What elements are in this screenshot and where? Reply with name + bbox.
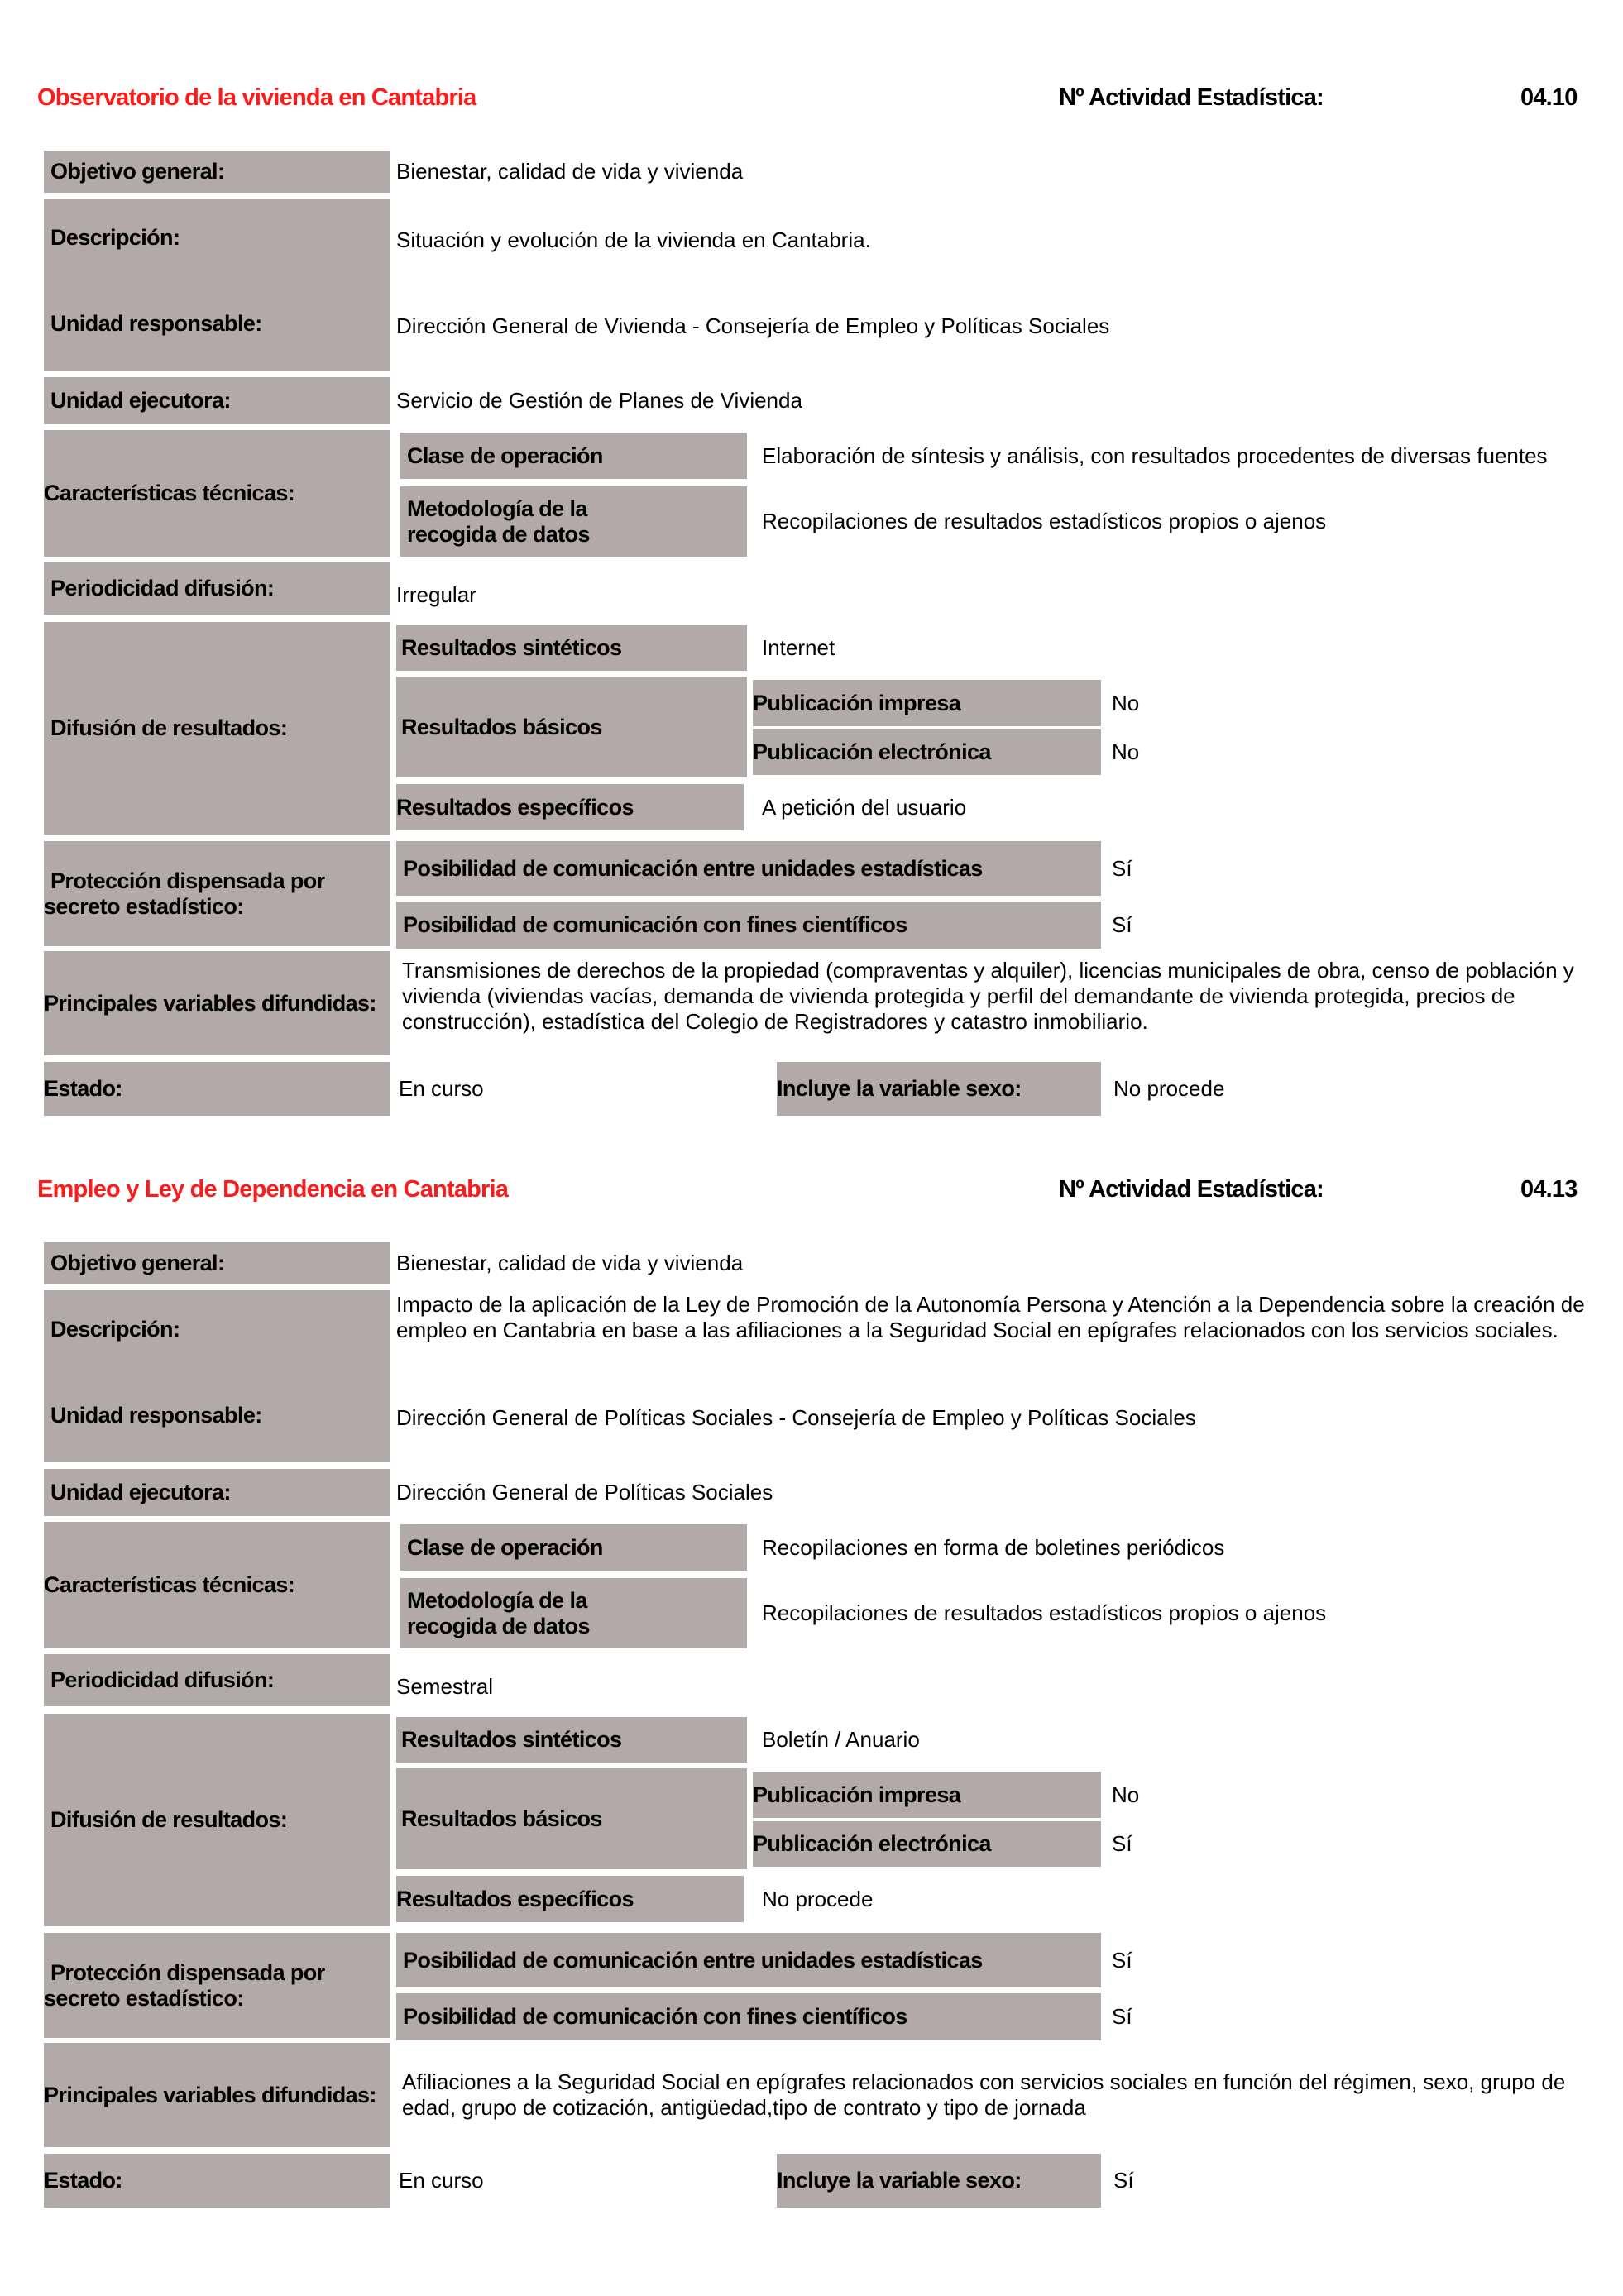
resultados-basicos-label: Resultados básicos (396, 1768, 747, 1869)
posibilidad-cientificos-label: Posibilidad de comunicación con fines científicos (396, 1993, 1101, 2040)
posibilidad-cientificos-value: Sí (1112, 912, 1132, 937)
descripcion-value: Situación y evolución de la vivienda en Cantabria. (396, 227, 871, 252)
objetivo-value: Bienestar, calidad de vida y vivienda (396, 1251, 744, 1275)
unidad-responsable-label: Unidad responsable: (50, 311, 262, 336)
metodologia-label-line2: recogida de datos (407, 521, 590, 547)
unidad-ejecutora-label: Unidad ejecutora: (44, 377, 390, 424)
resultados-sinteticos-label: Resultados sintéticos (396, 1717, 747, 1763)
resultados-basicos-label: Resultados básicos (396, 677, 747, 777)
clase-operacion-label: Clase de operación (400, 433, 747, 479)
proteccion-label-line1: Protección dispensada por (50, 1959, 325, 1985)
posibilidad-cientificos-label: Posibilidad de comunicación con fines científicos (396, 902, 1101, 949)
publicacion-impresa-value: No (1112, 690, 1140, 715)
resultados-especificos-label: Resultados específicos (396, 1876, 744, 1922)
posibilidad-unidades-label: Posibilidad de comunicación entre unidades estadísticas (396, 1933, 1101, 1987)
activity-number-label: Nº Actividad Estadística: (1059, 84, 1324, 111)
incluye-sexo-label: Incluye la variable sexo: (777, 1062, 1101, 1116)
proteccion-label-line2: secreto estadístico: (44, 1985, 244, 2011)
activity-title: Empleo y Ley de Dependencia en Cantabria (37, 1176, 509, 1203)
publicacion-electronica-label: Publicación electrónica (753, 1821, 1101, 1867)
proteccion-label-line1: Protección dispensada por (50, 868, 325, 893)
resultados-sinteticos-value: Internet (762, 635, 835, 660)
periodicidad-label: Periodicidad difusión: (44, 562, 390, 615)
incluye-sexo-value: No procede (1113, 1076, 1225, 1101)
unidad-responsable-label: Unidad responsable: (50, 1403, 262, 1428)
unidad-ejecutora-value: Servicio de Gestión de Planes de Vivienda (396, 388, 802, 413)
descripcion-label: Descripción: (50, 225, 180, 250)
variables-value: Afiliaciones a la Seguridad Social en epígrafes relacionados con servicios sociales en función del régimen, sexo, grupo de edad, grupo de cotización, antigüedad,tipo de contrato y tipo de jornada (402, 2069, 1566, 2120)
metodologia-value: Recopilaciones de resultados estadísticos propios o ajenos (762, 509, 1327, 533)
resultados-especificos-value: A petición del usuario (762, 794, 967, 820)
resultados-especificos-label: Resultados específicos (396, 784, 744, 830)
posibilidad-unidades-value: Sí (1112, 855, 1132, 881)
descripcion-value: Impacto de la aplicación de la Ley de Promoción de la Autonomía Persona y Atención a la Dependencia sobre la creación de empleo en Cantabria en base a las afiliaciones a la Seguridad Social en epígrafes relacionados con los servicios sociales. (396, 1292, 1585, 1342)
descripcion-label: Descripción: (50, 1317, 180, 1342)
unidad-ejecutora-label: Unidad ejecutora: (44, 1469, 390, 1516)
metodologia-label-line1: Metodología de la (407, 1587, 587, 1613)
activity-number-label: Nº Actividad Estadística: (1059, 1176, 1324, 1203)
unidad-ejecutora-value: Dirección General de Políticas Sociales (396, 1480, 773, 1504)
metodologia-label (400, 486, 747, 557)
difusion-label: Difusión de resultados: (44, 622, 390, 835)
proteccion-label (44, 841, 390, 946)
activity-number: 04.13 (1520, 1176, 1578, 1203)
proteccion-label (44, 1933, 390, 2038)
estado-value: En curso (399, 1076, 484, 1101)
incluye-sexo-label: Incluye la variable sexo: (777, 2154, 1101, 2208)
caracteristicas-label: Características técnicas: (44, 430, 390, 557)
posibilidad-unidades-value: Sí (1112, 1947, 1132, 1973)
estado-label: Estado: (44, 2154, 390, 2208)
publicacion-electronica-value: Sí (1112, 1831, 1132, 1856)
posibilidad-unidades-label: Posibilidad de comunicación entre unidades estadísticas (396, 841, 1101, 896)
periodicidad-value: Semestral (396, 1674, 494, 1699)
variables-label: Principales variables difundidas: (44, 951, 390, 1055)
periodicidad-label: Periodicidad difusión: (44, 1654, 390, 1706)
metodologia-value: Recopilaciones de resultados estadísticos propios o ajenos (762, 1600, 1327, 1625)
publicacion-impresa-label: Publicación impresa (753, 680, 1101, 726)
publicacion-electronica-label: Publicación electrónica (753, 729, 1101, 775)
estado-value: En curso (399, 2168, 484, 2193)
clase-operacion-value: Elaboración de síntesis y análisis, con resultados procedentes de diversas fuentes (762, 442, 1548, 468)
objetivo-label: Objetivo general: (44, 151, 390, 193)
activity-title: Observatorio de la vivienda en Cantabria (37, 84, 476, 111)
resultados-sinteticos-value: Boletín / Anuario (762, 1727, 920, 1752)
posibilidad-cientificos-value: Sí (1112, 2004, 1132, 2029)
unidad-responsable-value: Dirección General de Vivienda - Consejería de Empleo y Políticas Sociales (396, 313, 1110, 338)
clase-operacion-value: Recopilaciones en forma de boletines periódicos (762, 1534, 1225, 1560)
metodologia-label-line1: Metodología de la (407, 495, 587, 521)
variables-value: Transmisiones de derechos de la propiedad (compraventas y alquiler), licencias municipales de obra, censo de población y vivienda (viviendas vacías, demanda de vivienda protegida y perfil del demandante de vivienda protegida, precios de construcción), estadística del Colegio de Registradores y catastro inmobiliario. (402, 958, 1574, 1034)
periodicidad-value: Irregular (396, 582, 476, 607)
objetivo-label: Objetivo general: (44, 1242, 390, 1284)
estado-label: Estado: (44, 1062, 390, 1116)
descripcion-unidad-label-block (44, 1290, 390, 1462)
unidad-responsable-value: Dirección General de Políticas Sociales - Consejería de Empleo y Políticas Sociales (396, 1404, 1196, 1430)
publicacion-impresa-value: No (1112, 1782, 1140, 1807)
activity-number: 04.10 (1520, 84, 1578, 111)
variables-label: Principales variables difundidas: (44, 2043, 390, 2147)
publicacion-electronica-value: No (1112, 739, 1140, 764)
clase-operacion-label: Clase de operación (400, 1524, 747, 1571)
metodologia-label (400, 1578, 747, 1648)
proteccion-label-line2: secreto estadístico: (44, 893, 244, 919)
resultados-especificos-value: No procede (762, 1886, 874, 1911)
descripcion-unidad-label-block (44, 199, 390, 371)
difusion-label: Difusión de resultados: (44, 1714, 390, 1926)
publicacion-impresa-label: Publicación impresa (753, 1772, 1101, 1818)
incluye-sexo-value: Sí (1113, 2168, 1134, 2193)
caracteristicas-label: Características técnicas: (44, 1522, 390, 1648)
resultados-sinteticos-label: Resultados sintéticos (396, 625, 747, 671)
objetivo-value: Bienestar, calidad de vida y vivienda (396, 159, 744, 184)
metodologia-label-line2: recogida de datos (407, 1613, 590, 1638)
